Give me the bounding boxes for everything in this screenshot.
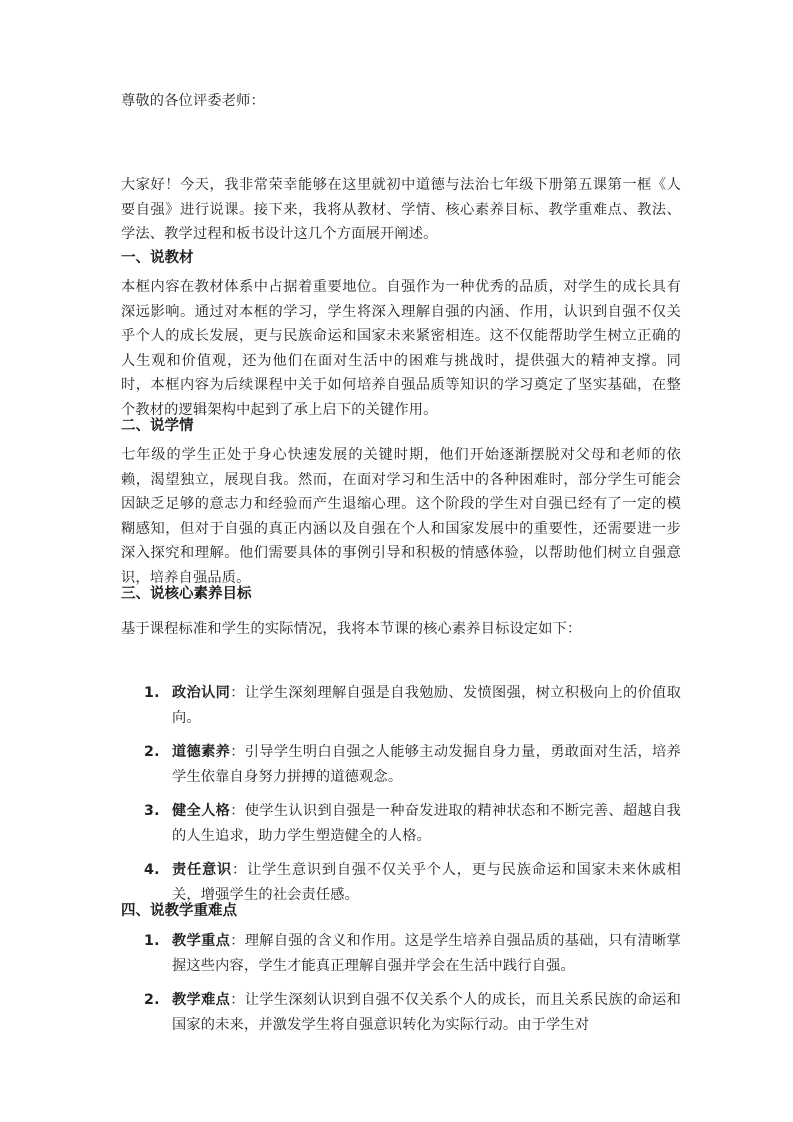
section-heading-textbook: 一、说教材 xyxy=(121,250,194,266)
list-text: 让学生意识到自强不仅关乎个人，更与民族命运和国家未来休戚相关，增强学生的社会责任感。 xyxy=(172,862,681,903)
list-term: 教学难点 xyxy=(172,992,231,1008)
list-item xyxy=(121,929,681,978)
list-text: 让学生深刻理解自强是自我勉励、发愤图强，树立积极向上的价值取向。 xyxy=(172,685,681,726)
list-separator: ： xyxy=(230,933,245,949)
list-separator: ： xyxy=(230,685,245,701)
list-text: 使学生认识到自强是一种奋发进取的精神状态和不断完善、超越自我的人生追求，助力学生塑造健全的人格。 xyxy=(172,803,681,844)
list-separator: ： xyxy=(230,803,245,819)
goals-list xyxy=(121,681,681,907)
list-text: 引导学生明白自强之人能够主动发掘自身力量，勇敢面对生活，培养学生依靠自身努力拼搏的道德观念。 xyxy=(172,744,681,785)
list-item xyxy=(121,988,681,1037)
list-term: 责任意识 xyxy=(172,862,232,878)
list-number: 2. xyxy=(144,992,160,1008)
list-number: 1. xyxy=(144,933,160,949)
goals-intro-paragraph: 基于课程标准和学生的实际情况，我将本节课的核心素养目标设定如下： xyxy=(121,621,582,637)
list-item xyxy=(121,740,681,789)
textbook-paragraph: 本框内容在教材体系中占据着重要地位。自强作为一种优秀的品质，对学生的成长具有深远影响。通过对本框的学习，学生将深入理解自强的内涵、作用，认识到自强不仅关乎个人的成长发展，更与民族命运和国家未来紧密相连。这不仅能帮助学生树立正确的人生观和价值观，还为他们在面对生活中的困难与挑战时，提供强大的精神支撑。同时，本框内容为后续课程中关于如何培养自强品质等知识的学习奠定了坚实基础，在整个教材的逻辑架构中起到了承上启下的关键作用。 xyxy=(121,279,681,418)
list-text: 让学生深刻认识到自强不仅关系个人的成长，而且关系民族的命运和国家的未来，并激发学生将自强意识转化为实际行动。由于学生对 xyxy=(172,992,681,1033)
list-term: 教学重点 xyxy=(172,933,231,949)
list-number: 4. xyxy=(144,862,160,878)
section-heading-students: 二、说学情 xyxy=(121,418,194,434)
list-number: 3. xyxy=(144,803,160,819)
list-separator: ： xyxy=(230,744,245,760)
list-term: 政治认同 xyxy=(172,685,231,701)
keypoints-list xyxy=(121,929,681,1037)
section-heading-keypoints: 四、说教学重难点 xyxy=(121,903,237,919)
list-number: 2. xyxy=(144,744,160,760)
list-separator: ： xyxy=(231,862,247,878)
list-item xyxy=(121,799,681,848)
list-item xyxy=(121,681,681,730)
students-paragraph: 七年级的学生正处于身心快速发展的关键时期，他们开始逐渐摆脱对父母和老师的依赖，渴望独立，展现自我。然而，在面对学习和生活中的各种困难时，部分学生可能会因缺乏足够的意志力和经验而产生退缩心理。这个阶段的学生对自强已经有了一定的模糊感知，但对于自强的真正内涵以及自强在个人和国家发展中的重要性，还需要进一步深入探究和理解。他们需要具体的事例引导和积极的情感体验，以帮助他们树立自强意识，培养自强品质。 xyxy=(121,447,681,586)
section-heading-goals: 三、说核心素养目标 xyxy=(121,586,252,602)
salutation: 尊敬的各位评委老师： xyxy=(121,93,265,109)
list-separator: ： xyxy=(230,992,245,1008)
intro-paragraph: 大家好！今天，我非常荣幸能够在这里就初中道德与法治七年级下册第五课第一框《人要自强》进行说课。接下来，我将从教材、学情、核心素养目标、教学重难点、教法、学法、教学过程和板书设计这几个方面展开阐述。 xyxy=(121,177,681,242)
list-text: 理解自强的含义和作用。这是学生培养自强品质的基础，只有清晰掌握这些内容，学生才能真正理解自强并学会在生活中践行自强。 xyxy=(172,933,681,974)
list-term: 健全人格 xyxy=(172,803,231,819)
list-number: 1. xyxy=(144,685,160,701)
list-term: 道德素养 xyxy=(172,744,231,760)
